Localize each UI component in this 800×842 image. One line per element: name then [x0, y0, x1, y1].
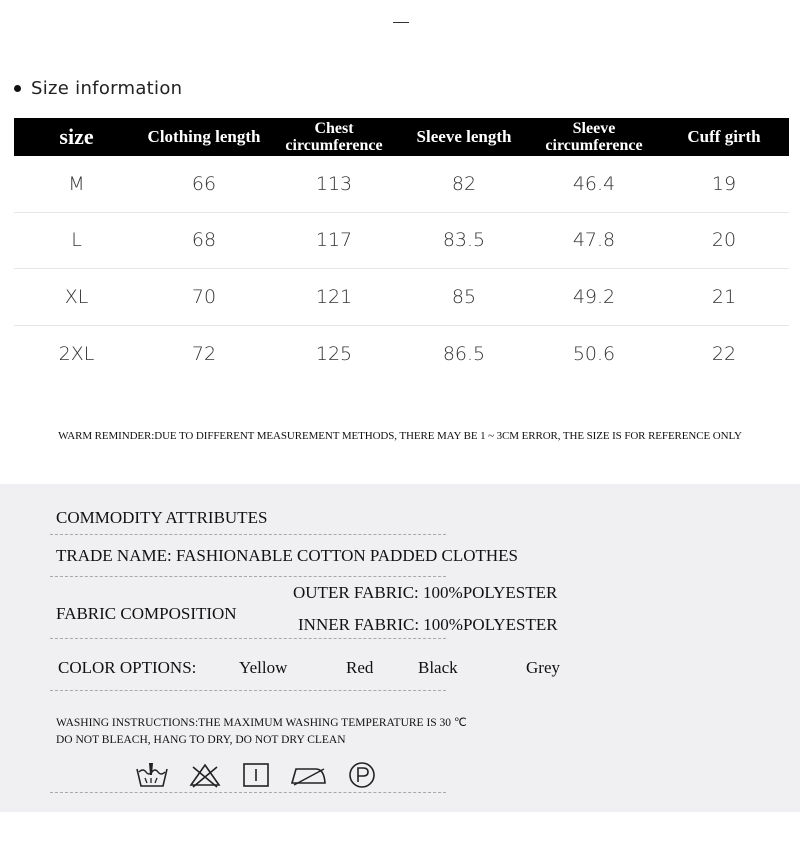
warm-reminder: WARM REMINDER:DUE TO DIFFERENT MEASUREMENT METHODS, THERE MAY BE 1 ~ 3CM ERROR, THE SIZE IS FOR REFERENCE ONLY [58, 430, 742, 442]
header-size: size [59, 124, 94, 149]
trade-name: TRADE NAME: FASHIONABLE COTTON PADDED CLOTHES [56, 546, 519, 565]
table-row [14, 326, 789, 383]
cell-chest: 125 [315, 342, 353, 365]
cell-cuff: 22 [711, 342, 737, 365]
color-option-grey: Grey [526, 658, 560, 677]
cell-sleeve-circ: 46.4 [572, 172, 616, 195]
cell-sleeve-circ: 50.6 [572, 342, 616, 365]
cell-clothing-length: 70 [191, 285, 217, 308]
cell-cuff: 20 [711, 229, 737, 252]
section-title-text: Size information [31, 78, 183, 99]
color-option-red: Red [346, 658, 374, 677]
washing-instructions-line1: WASHING INSTRUCTIONS:THE MAXIMUM WASHING TEMPERATURE IS 30 ℃ [56, 717, 467, 729]
washing-instructions-line2: DO NOT BLEACH, HANG TO DRY, DO NOT DRY CLEAN [56, 734, 346, 746]
cell-sleeve-length: 83.5 [442, 229, 486, 252]
color-option-black: Black [418, 658, 458, 677]
hang-dry-icon [241, 761, 271, 789]
cell-chest: 113 [315, 172, 353, 195]
attributes-heading: COMMODITY ATTRIBUTES [56, 508, 268, 527]
cell-cuff: 21 [711, 285, 737, 308]
cell-cuff: 19 [711, 172, 737, 195]
header-cuff-girth: Cuff girth [687, 127, 761, 146]
top-dash [393, 22, 409, 23]
cell-clothing-length: 72 [191, 342, 217, 365]
header-sleeve-line2: circumference [545, 137, 643, 154]
outer-fabric: OUTER FABRIC: 100%POLYESTER [293, 583, 558, 602]
cell-size: XL [64, 285, 89, 308]
cell-chest: 117 [315, 229, 353, 252]
inner-fabric: INNER FABRIC: 100%POLYESTER [298, 615, 558, 634]
header-sleeve-line1: Sleeve [572, 120, 616, 137]
cell-sleeve-length: 82 [451, 172, 477, 195]
cell-clothing-length: 68 [191, 229, 217, 252]
do-not-bleach-icon [188, 761, 222, 789]
header-chest-line1: Chest [314, 120, 354, 137]
header-clothing-length: Clothing length [147, 127, 261, 146]
bullet-icon [14, 85, 21, 92]
table-row [14, 213, 789, 270]
color-option-yellow: Yellow [239, 658, 288, 677]
fabric-composition-label: FABRIC COMPOSITION [56, 604, 237, 623]
header-chest-circumference [269, 118, 399, 156]
cell-sleeve-circ: 47.8 [572, 229, 616, 252]
size-table-header [14, 118, 789, 156]
cell-sleeve-length: 86.5 [442, 342, 486, 365]
iron-low-icon [290, 761, 328, 789]
cell-size: 2XL [58, 342, 95, 365]
header-sleeve-circumference [529, 118, 659, 156]
wash-30-icon [135, 761, 169, 789]
header-chest-line2: circumference [285, 137, 383, 154]
care-icons [135, 760, 396, 790]
color-options-label: COLOR OPTIONS: [58, 658, 197, 677]
cell-size: L [71, 229, 82, 252]
size-table [14, 118, 789, 382]
cell-sleeve-circ: 49.2 [572, 285, 616, 308]
table-row [14, 269, 789, 326]
cell-chest: 121 [315, 285, 353, 308]
section-title [14, 78, 182, 99]
table-row [14, 156, 789, 213]
cell-sleeve-length: 85 [451, 285, 477, 308]
dry-clean-p-icon [347, 760, 377, 790]
cell-size: M [68, 172, 85, 195]
cell-clothing-length: 66 [191, 172, 217, 195]
header-sleeve-length: Sleeve length [416, 127, 512, 146]
